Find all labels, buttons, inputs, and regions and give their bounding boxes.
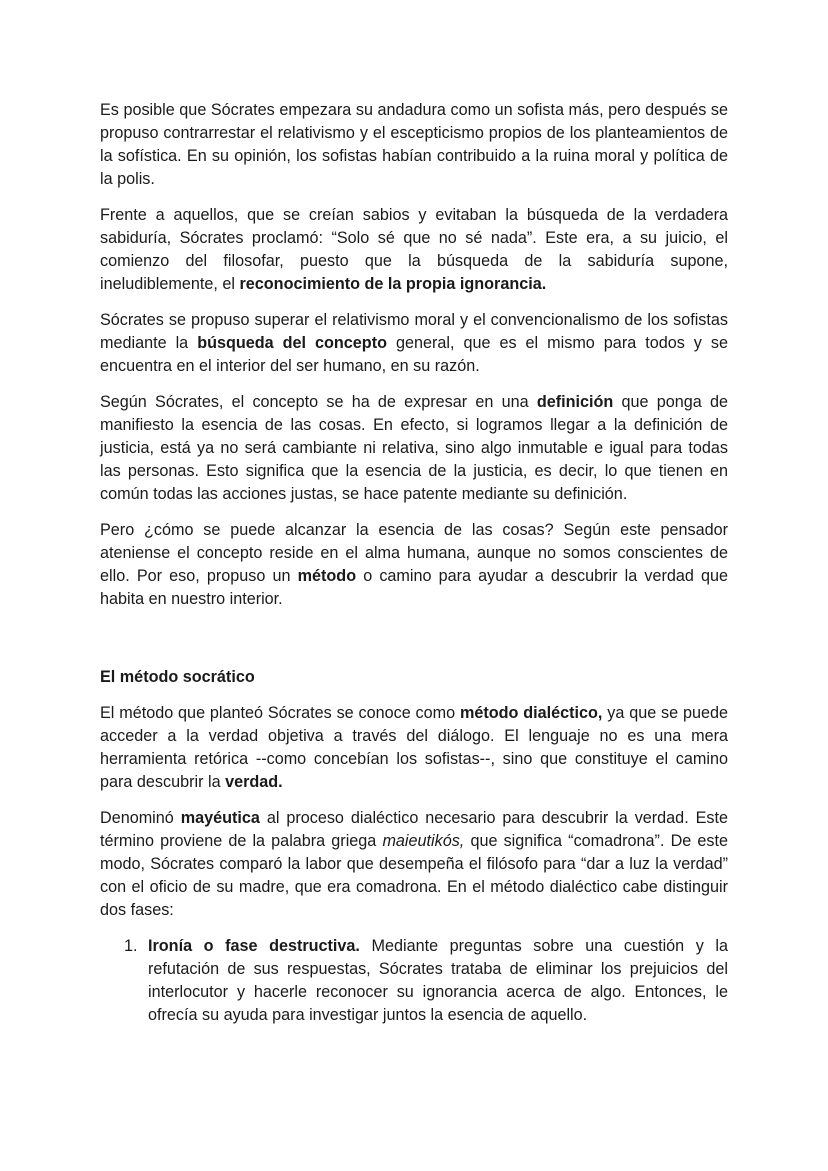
text-run: Frente a aquellos, que se creían sabios y evitaban la búsqueda de la verdadera sabiduría, Sócrates proclamó: “Solo sé que no sé nada”. Este era, a su juicio, el comienzo del filosofar, puesto que la búsqueda de la sabiduría supone, ineludiblemente, el xyxy=(100,206,728,293)
intro-section xyxy=(100,99,728,611)
text-run: Según Sócrates, el concepto se ha de expresar en una xyxy=(100,393,537,411)
section-heading: El método socrático xyxy=(100,668,255,686)
paragraph xyxy=(100,391,728,506)
list-item-text xyxy=(148,937,728,1024)
text-run: Pero ¿cómo se puede alcanzar la esencia de las cosas? Según este pensador ateniense el concepto reside en el alma humana, aunque no somos conscientes de ello. Por eso, propuso un xyxy=(100,521,728,585)
text-run: ya que se puede acceder a la verdad objetiva a través del diálogo. El lenguaje no es una mera herramienta retórica --como concebían los sofistas--, sino que constituye el camino para descubrir la xyxy=(100,704,728,791)
paragraph xyxy=(100,807,728,922)
section-spacer xyxy=(100,624,728,666)
paragraph xyxy=(100,519,728,611)
text-run: Mediante preguntas sobre una cuestión y la refutación de sus respuestas, Sócrates trataba de eliminar los prejuicios del interlocutor y hacerle reconocer su ignorancia acerca de algo. Entonces, le ofrecía su ayuda para investigar juntos la esencia de aquello. xyxy=(148,937,728,1024)
bold-text: búsqueda del concepto xyxy=(197,334,387,352)
phases-list xyxy=(100,935,728,1027)
text-run: al proceso dialéctico necesario para descubrir la verdad. Este término proviene de la palabra griega xyxy=(100,809,728,850)
italic-text: maieutikós, xyxy=(382,832,465,850)
list-item xyxy=(100,935,728,1027)
text-run: o camino para ayudar a descubrir la verdad que habita en nuestro interior. xyxy=(100,567,728,608)
bold-text: reconocimiento de la propia ignorancia. xyxy=(239,275,547,293)
text-run: general, que es el mismo para todos y se encuentra en el interior del ser humano, en su razón. xyxy=(100,334,728,375)
list-number: 1. xyxy=(124,937,138,955)
bold-text: método xyxy=(297,567,357,585)
text-run: Sócrates se propuso superar el relativismo moral y el convencionalismo de los sofistas mediante la xyxy=(100,311,728,352)
bold-text: mayéutica xyxy=(180,809,260,827)
paragraph xyxy=(100,702,728,794)
text-run: que significa “comadrona”. De este modo, Sócrates comparó la labor que desempeña el filósofo para “dar a luz la verdad” con el oficio de su madre, que era comadrona. En el método dialéctico cabe distinguir dos fases: xyxy=(100,832,728,919)
paragraph xyxy=(100,99,728,191)
paragraph xyxy=(100,204,728,296)
bold-text: verdad. xyxy=(225,773,283,791)
bold-text: método dialéctico, xyxy=(459,704,603,722)
text-run: que ponga de manifiesto la esencia de las cosas. En efecto, si logramos llegar a la definición de justicia, está ya no será cambiante ni relativa, sino algo inmutable e igual para todas las personas. Esto significa que la esencia de la justicia, es decir, lo que tienen en común todas las acciones justas, se hace patente mediante su definición. xyxy=(100,393,728,503)
text-run: Denominó xyxy=(100,809,181,827)
bold-text: Ironía o fase destructiva. xyxy=(148,937,360,955)
text-run: Es posible que Sócrates empezara su andadura como un sofista más, pero después se propuso contrarrestar el relativismo y el escepticismo propios de los planteamientos de la sofística. En su opinión, los sofistas habían contribuido a la ruina moral y política de la polis. xyxy=(100,101,728,188)
document-page xyxy=(100,99,728,1027)
method-section xyxy=(100,666,728,1027)
text-run: El método que planteó Sócrates se conoce como xyxy=(100,704,460,722)
paragraph xyxy=(100,309,728,378)
bold-text: definición xyxy=(536,393,614,411)
